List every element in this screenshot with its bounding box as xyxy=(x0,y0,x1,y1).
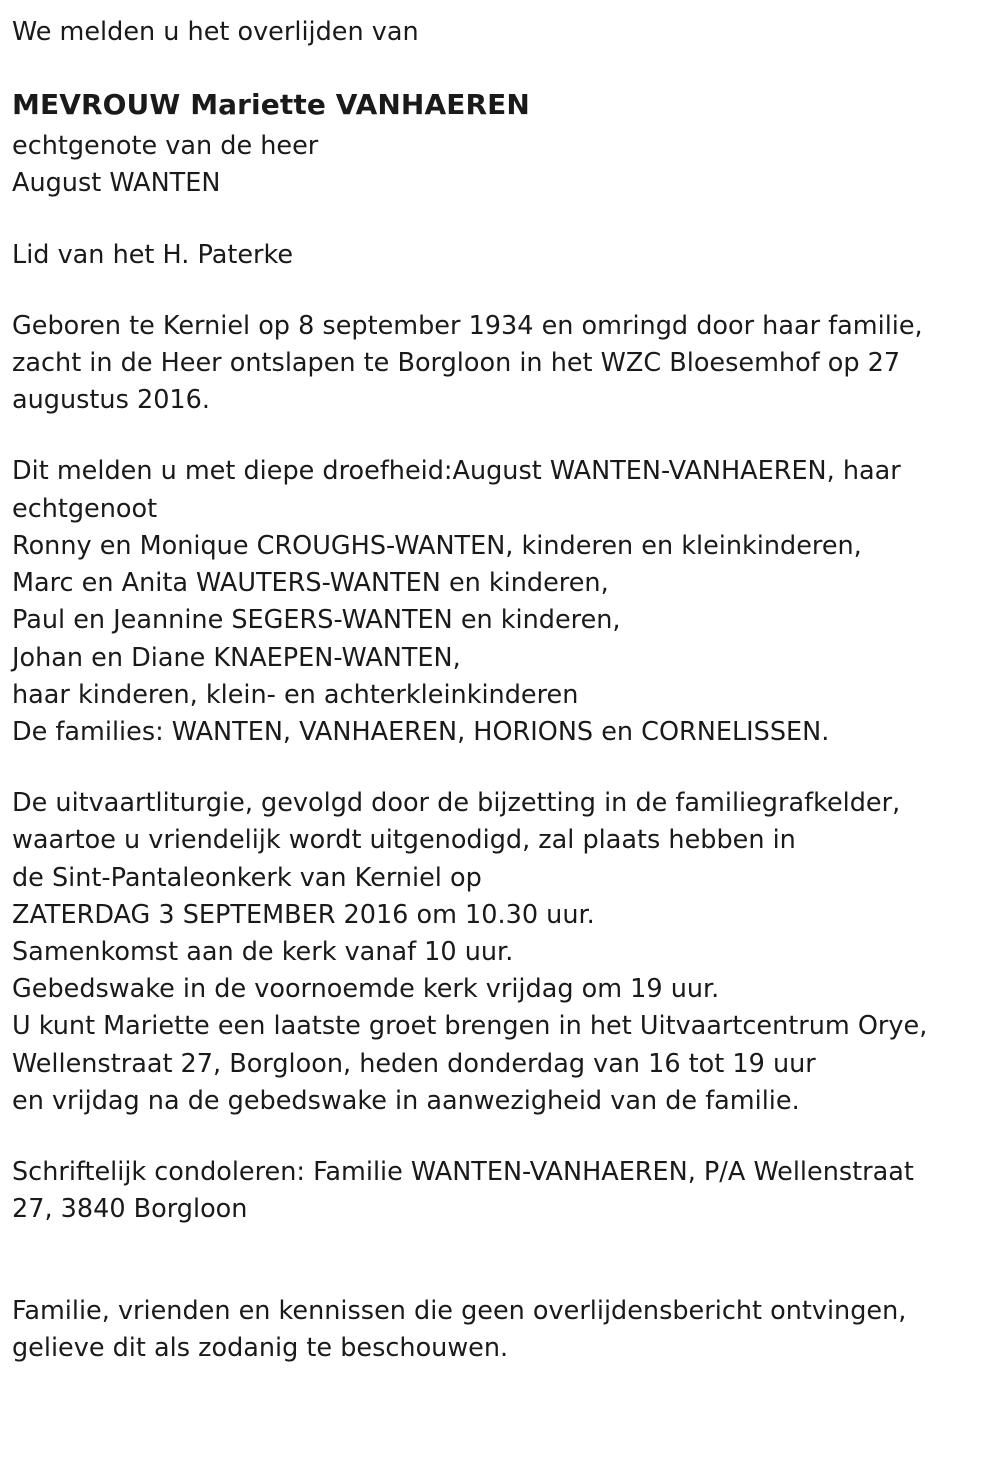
announcement-line-1: Dit melden u met diepe droefheid:August WANTEN-VANHAEREN, haar xyxy=(12,456,901,487)
announcement-line-2: echtgenoot xyxy=(12,493,158,524)
announcement-line-4: Marc en Anita WAUTERS-WANTEN en kinderen, xyxy=(12,568,609,599)
announcement-line-8: De families: WANTEN, VANHAEREN, HORIONS en CORNELISSEN. xyxy=(12,716,830,747)
condolences-line-2: 27, 3840 Borgloon xyxy=(12,1194,248,1225)
birth-death-line-3: augustus 2016. xyxy=(12,385,210,416)
spouse-line-2: August WANTEN xyxy=(12,168,221,199)
spacer xyxy=(12,1229,980,1263)
spouse-line-1: echtgenote van de heer xyxy=(12,131,319,162)
spacer xyxy=(12,1120,980,1154)
spacer xyxy=(12,274,980,308)
announcement-line-6: Johan en Diane KNAEPEN-WANTEN, xyxy=(12,642,461,673)
birth-death-line-2: zacht in de Heer ontslapen te Borgloon in het WZC Bloesemhof op 27 xyxy=(12,347,901,378)
condolences-line-1: Schriftelijk condoleren: Familie WANTEN-VANHAEREN, P/A Wellenstraat xyxy=(12,1157,914,1188)
service-line-4: ZATERDAG 3 SEPTEMBER 2016 om 10.30 uur. xyxy=(12,899,595,930)
spacer xyxy=(12,419,980,453)
spacer xyxy=(12,203,980,237)
death-notice xyxy=(12,14,980,1367)
spacer xyxy=(12,51,980,85)
service-line-7: U kunt Mariette een laatste groet brengen in het Uitvaartcentrum Orye, xyxy=(12,1011,928,1042)
closing-line-2: gelieve dit als zodanig te beschouwen. xyxy=(12,1332,509,1363)
service-line-5: Samenkomst aan de kerk vanaf 10 uur. xyxy=(12,937,514,968)
service-line-8: Wellenstraat 27, Borgloon, heden donderdag van 16 tot 19 uur xyxy=(12,1048,816,1079)
announcement-line-5: Paul en Jeannine SEGERS-WANTEN en kinderen, xyxy=(12,605,621,636)
service-line-6: Gebedswake in de voornoemde kerk vrijdag om 19 uur. xyxy=(12,974,720,1005)
intro-text: We melden u het overlijden van xyxy=(12,17,419,47)
membership-line: Lid van het H. Paterke xyxy=(12,239,294,270)
service-line-1: De uitvaartliturgie, gevolgd door de bijzetting in de familiegrafkelder, xyxy=(12,788,901,819)
spacer xyxy=(12,751,980,785)
service-line-3: de Sint-Pantaleonkerk van Kerniel op xyxy=(12,862,482,893)
service-line-9: en vrijdag na de gebedswake in aanwezigheid van de familie. xyxy=(12,1085,800,1116)
spacer xyxy=(12,1263,980,1293)
deceased-name: MEVROUW Mariette VANHAEREN xyxy=(12,88,530,122)
announcement-line-7: haar kinderen, klein- en achterkleinkinderen xyxy=(12,679,579,710)
announcement-line-3: Ronny en Monique CROUGHS-WANTEN, kinderen en kleinkinderen, xyxy=(12,530,862,561)
closing-line-1: Familie, vrienden en kennissen die geen overlijdensbericht ontvingen, xyxy=(12,1295,907,1326)
birth-death-line-1: Geboren te Kerniel op 8 september 1934 en omringd door haar familie, xyxy=(12,310,923,341)
service-line-2: waartoe u vriendelijk wordt uitgenodigd, zal plaats hebben in xyxy=(12,825,796,856)
